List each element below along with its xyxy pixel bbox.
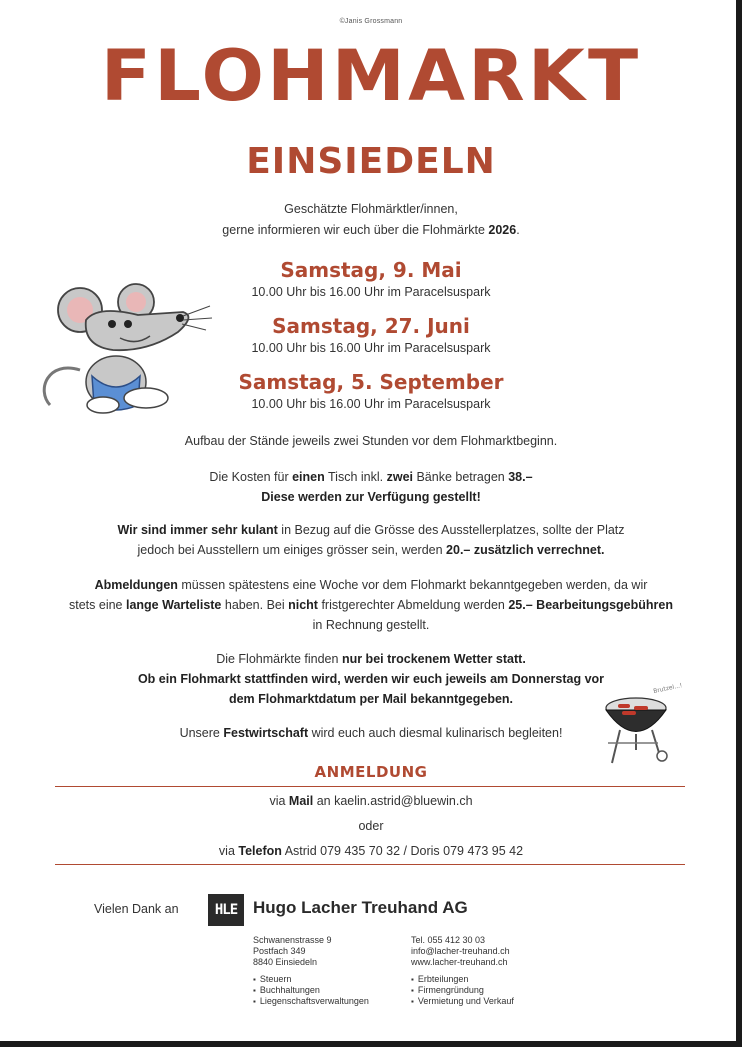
anmeldung-telefon: via Telefon Astrid 079 435 70 32 / Doris 079 473 95 42 [218,844,524,858]
sponsor-name: Hugo Lacher Treuhand AG [253,898,468,917]
abmeldung-text: Abmeldungen müssen spätestens eine Woche vor dem Flohmarkt bekanntgegeben werden, da wir stets eine lange Warteliste haben. Bei nicht fristgerechter Abmeldung werden 25.– Bearbeitungsgebühren in Rechnung gestellt. [69,578,673,632]
date-block-3 [0,369,742,413]
time-3: 10.00 Uhr bis 16.00 Uhr im Paracelsuspark [251,397,491,411]
photo-credit: ©Janis Grossmann [339,18,403,25]
date-1: Samstag, 9. Mai [280,258,462,282]
date-2: Samstag, 27. Juni [272,314,470,338]
fest-text: Unsere Festwirtschaft wird euch auch diesmal kulinarisch begleiten! [179,726,563,740]
page-title: FLOHMARKT [100,35,642,117]
aufbau-text: Aufbau der Stände jeweils zwei Stunden vor dem Flohmarktbeginn. [184,434,558,448]
sponsor-address: Schwanenstrasse 9 Postfach 349 8840 Einsiedeln [253,935,332,967]
anmeldung-oder: oder [358,819,384,833]
kulant-text: Wir sind immer sehr kulant in Bezug auf die Grösse des Ausstellerplatzes, sollte der Platz jedoch bei Ausstellern um einiges grösser sein, werden 20.– zusätzlich verrechnet. [117,523,625,557]
divider-top [55,786,685,787]
date-block-2 [0,313,742,357]
sponsor-services-right: ▪ Erbteilungen ▪ Firmengründung ▪ Vermietung und Verkauf [411,974,514,1007]
wetter-text: Die Flohmärkte finden nur bei trockenem Wetter statt. Ob ein Flohmarkt stattfinden wird, werden wir euch jeweils am Donnerstag vor dem Flohmarktdatum per Mail bekanntgegeben. [137,652,605,706]
sponsor-thanks: Vielen Dank an [94,902,179,916]
anmeldung-mail: via Mail an kaelin.astrid@bluewin.ch [269,794,473,808]
date-block-1 [0,257,742,301]
page-edge-bottom [0,1041,742,1047]
time-2: 10.00 Uhr bis 16.00 Uhr im Paracelsuspark [251,341,491,355]
grill-caption: Brutzel...! [652,682,683,696]
intro-line-1: Geschätzte Flohmärktler/innen, [284,202,458,216]
kosten-text: Die Kosten für einen Tisch inkl. zwei Bänke betragen 38.– Diese werden zur Verfügung gestellt! [209,470,533,504]
intro-text [0,199,742,241]
anmeldung-heading: ANMELDUNG [314,763,428,781]
page-subtitle: EINSIEDELN [246,141,496,182]
sponsor-logo: HLE [208,894,244,926]
sponsor-contact: Tel. 055 412 30 03 info@lacher-treuhand.ch www.lacher-treuhand.ch [411,935,510,967]
divider-bottom [55,864,685,865]
date-3: Samstag, 5. September [238,370,504,394]
sponsor-services-left: ▪ Steuern ▪ Buchhaltungen ▪ Liegenschaftsverwaltungen [253,974,369,1007]
year: 2026 [488,223,517,237]
intro-line-2: gerne informieren wir euch über die Flohmärkte 2026. [222,223,520,237]
time-1: 10.00 Uhr bis 16.00 Uhr im Paracelsuspark [251,285,491,299]
